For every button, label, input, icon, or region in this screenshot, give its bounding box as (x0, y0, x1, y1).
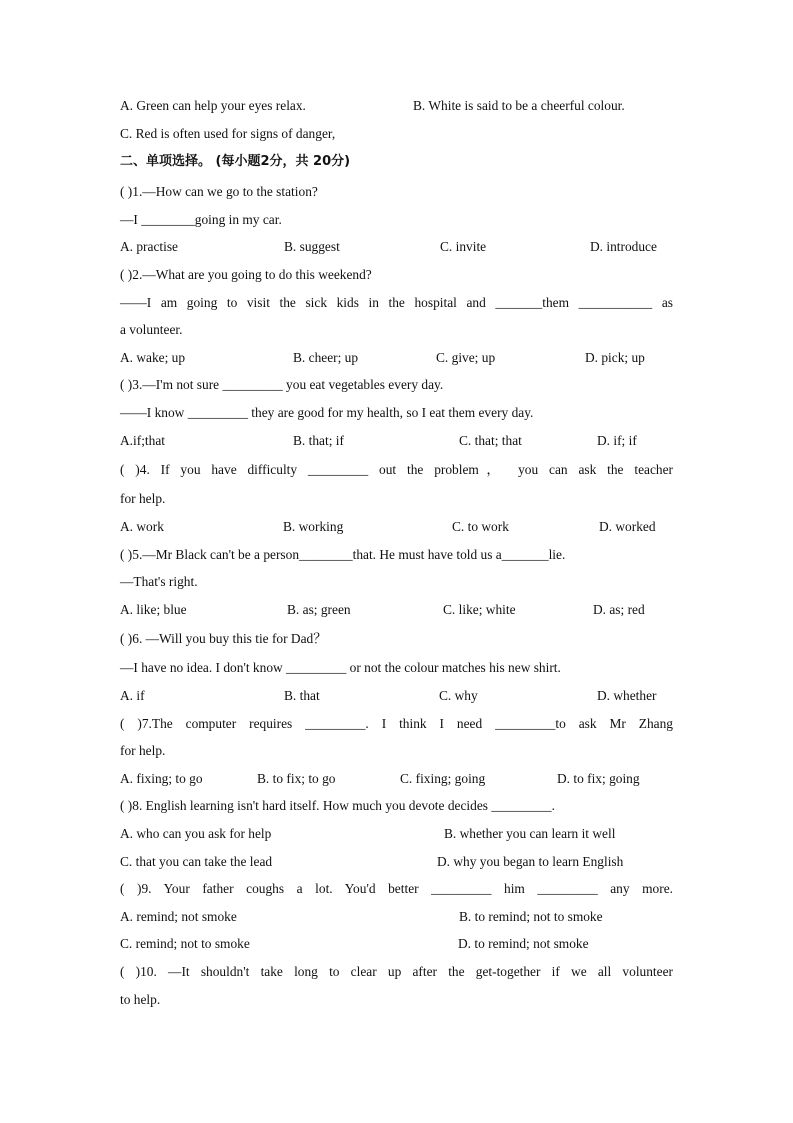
q8-option-a: A. who can you ask for help (120, 826, 272, 841)
q9-option-b: B. to remind; not to smoke (459, 909, 603, 924)
q3-option-b: B. that; if (293, 433, 344, 448)
q3-stem: ( )3.—I'm not sure _________ you eat vegetables every day. (120, 377, 444, 392)
q3-option-c: C. that; that (459, 433, 522, 448)
q1-line2: —I ________going in my car. (120, 212, 282, 227)
q9-stem: ( )9. Your father coughs a lot. You'd better _________ him _________ any more. (120, 881, 673, 896)
q1-option-b: B. suggest (284, 239, 340, 254)
q6-line2: —I have no idea. I don't know _________ or not the colour matches his new shirt. (120, 660, 561, 675)
q9-option-d: D. to remind; not smoke (458, 936, 589, 951)
q10-stem: ( )10. —It shouldn't take long to clear up after the get-together if we all volunteer (120, 964, 673, 979)
q6-option-c: C. why (439, 688, 478, 703)
q10-line2: to help. (120, 992, 161, 1007)
q4-option-b: B. working (283, 519, 344, 534)
q8-option-d: D. why you began to learn English (437, 854, 624, 869)
q4-option-a: A. work (120, 519, 164, 534)
q6-option-b: B. that (284, 688, 320, 703)
q4-line2: for help. (120, 491, 166, 506)
q1-stem: ( )1.—How can we go to the station? (120, 184, 318, 199)
q8-stem: ( )8. English learning isn't hard itself. How much you devote decides _________. (120, 798, 555, 813)
q7-option-b: B. to fix; to go (257, 771, 336, 786)
q4-option-d: D. worked (599, 519, 656, 534)
q5-option-d: D. as; red (593, 602, 645, 617)
q9-option-c: C. remind; not to smoke (120, 936, 250, 951)
q2-option-d: D. pick; up (585, 350, 645, 365)
q7-option-c: C. fixing; going (400, 771, 486, 786)
q1-option-c: C. invite (440, 239, 487, 254)
q9-option-a: A. remind; not smoke (120, 909, 237, 924)
q2-line2: ——I am going to visit the sick kids in the hospital and _______them ___________ as (120, 295, 673, 310)
prev-option-c: C. Red is often used for signs of danger, (120, 126, 336, 141)
q5-line2: —That's right. (120, 574, 198, 589)
q1-option-a: A. practise (120, 239, 179, 254)
q5-stem: ( )5.—Mr Black can't be a person________that. He must have told us a_______lie. (120, 547, 566, 562)
q2-option-a: A. wake; up (120, 350, 186, 365)
q3-line2: ——I know _________ they are good for my health, so I eat them every day. (120, 405, 534, 420)
q2-option-c: C. give; up (436, 350, 496, 365)
q2-line3: a volunteer. (120, 322, 183, 337)
q6-option-a: A. if (120, 688, 145, 703)
q1-option-d: D. introduce (590, 239, 657, 254)
prev-option-b: B. White is said to be a cheerful colour. (413, 98, 625, 113)
q6-option-d: D. whether (597, 688, 657, 703)
q4-option-c: C. to work (452, 519, 509, 534)
q7-stem: ( )7.The computer requires _________. I think I need _________to ask Mr Zhang (120, 716, 673, 731)
q7-option-d: D. to fix; going (557, 771, 640, 786)
q7-line2: for help. (120, 743, 166, 758)
q8-option-c: C. that you can take the lead (120, 854, 273, 869)
q3-option-d: D. if; if (597, 433, 637, 448)
q5-option-c: C. like; white (443, 602, 516, 617)
q5-option-a: A. like; blue (120, 602, 187, 617)
section-title: 二、单项选择。 (每小题2分，共 20分) (120, 154, 351, 169)
q2-stem: ( )2.—What are you going to do this weekend? (120, 267, 372, 282)
q8-option-b: B. whether you can learn it well (444, 826, 616, 841)
q7-option-a: A. fixing; to go (120, 771, 203, 786)
q5-option-b: B. as; green (287, 602, 351, 617)
q6-stem: ( )6. —Will you buy this tie for Dad？ (120, 631, 327, 646)
q2-option-b: B. cheer; up (293, 350, 359, 365)
prev-option-a: A. Green can help your eyes relax. (120, 98, 306, 113)
q3-option-a: A.if;that (120, 433, 165, 448)
q4-stem: ( )4. If you have difficulty _________ out the problem， you can ask the teacher (120, 462, 673, 477)
